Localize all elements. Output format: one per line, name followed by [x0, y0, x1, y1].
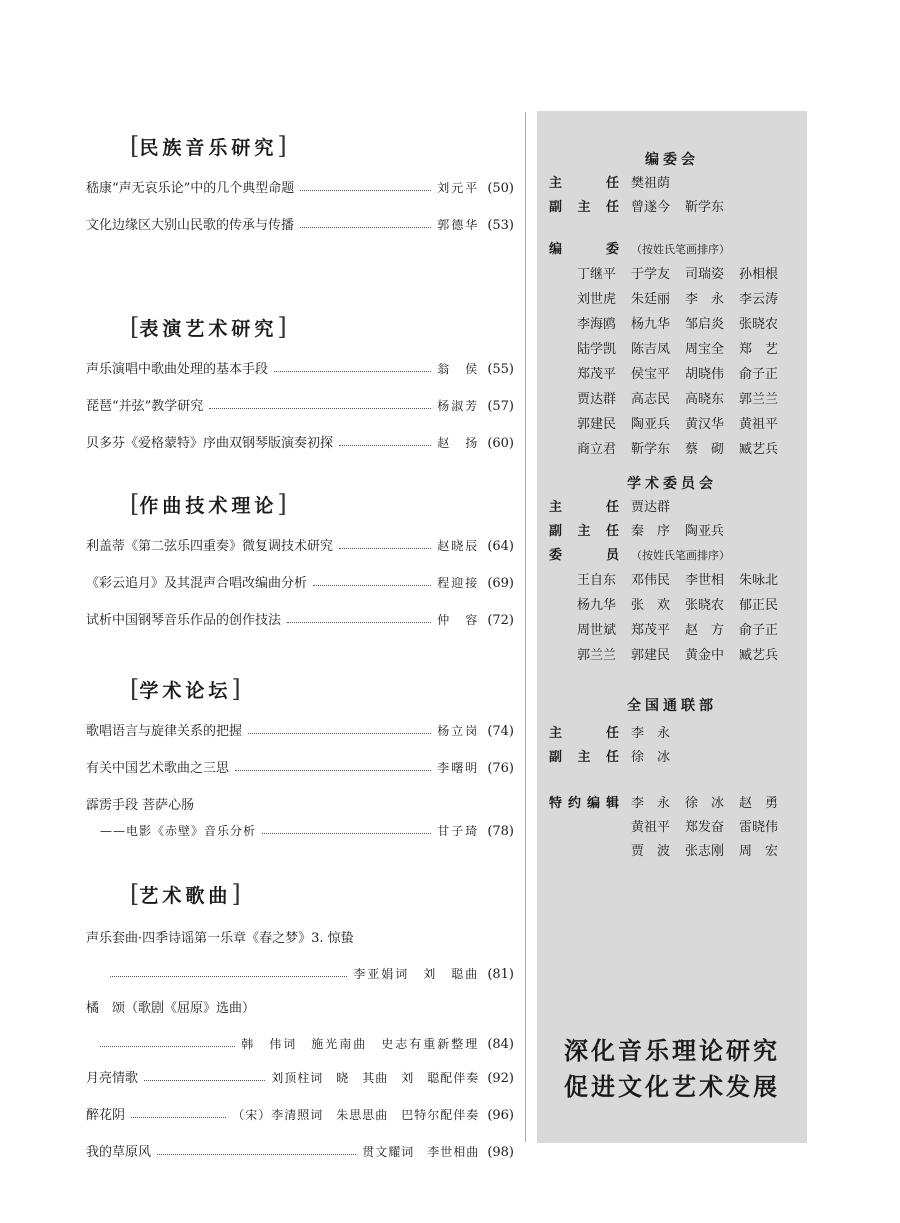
section-title: [作曲技术理论]	[130, 490, 287, 518]
toc-entry[interactable]	[86, 608, 514, 645]
member-name: 臧艺兵	[739, 648, 779, 663]
member-name: 侯宝平	[631, 367, 671, 382]
toc-entry[interactable]	[86, 213, 514, 250]
entry-author: 刘顶柱词 晓 其曲 刘 聪配伴奏	[271, 1071, 480, 1085]
entry-page: (50)	[487, 181, 514, 196]
member-name: 丁继平	[577, 267, 617, 282]
entry-title: 霹雳手段 菩萨心肠	[86, 798, 195, 813]
toc-entry[interactable]	[86, 357, 514, 394]
section-title: [表演艺术研究]	[130, 313, 287, 341]
member-name: 靳学东	[631, 442, 671, 457]
entry-author: 程迎接	[437, 576, 480, 590]
toc-entry[interactable]	[86, 996, 514, 1066]
toc-entry[interactable]	[86, 1066, 514, 1103]
member-name: 邓伟民	[631, 573, 671, 588]
entry-title: 声乐套曲·四季诗谣第一乐章《春之梦》3. 惊蛰	[86, 931, 354, 946]
table-of-contents	[86, 128, 514, 1177]
section-title: [民族音乐研究]	[130, 132, 287, 160]
entry-title: 文化边缘区大别山民歌的传承与传播	[86, 218, 295, 233]
member-name: 陈吉凤	[631, 342, 671, 357]
member-name: 商立君	[577, 442, 617, 457]
entry-credit: 韩 伟词 施光南曲 史志有重新整理	[241, 1037, 480, 1051]
board-members-grid	[537, 262, 807, 462]
member-row	[577, 568, 807, 593]
entry-page: (64)	[487, 539, 514, 554]
entry-title: 琵琶“并弦”教学研究	[86, 399, 204, 414]
member-name: 郭兰兰	[739, 392, 779, 407]
member-name: 黄祖平	[739, 417, 779, 432]
section-composition-theory	[86, 486, 514, 671]
member-name: 俞子正	[739, 623, 779, 638]
entry-author: 贯文耀词 李世相曲	[362, 1145, 480, 1159]
member-name: 俞子正	[739, 367, 779, 382]
entry-title: 嵇康“声无哀乐论”中的几个典型命题	[86, 181, 295, 196]
member-name: 刘世虎	[577, 292, 617, 307]
entry-page: (53)	[487, 218, 514, 233]
toc-entry[interactable]	[86, 719, 514, 756]
entry-page: (84)	[487, 1037, 514, 1052]
entry-title: 月亮情歌	[86, 1071, 139, 1086]
section-ethnic-music	[86, 128, 514, 309]
section-academic-forum	[86, 671, 514, 876]
member-name: 黄汉华	[685, 417, 725, 432]
member-name: 贾达群	[577, 392, 617, 407]
entry-page: (96)	[487, 1108, 514, 1123]
entry-page: (92)	[487, 1071, 514, 1086]
special-editors-row: 黄祖平 郑发奋 雷晓伟	[631, 820, 779, 835]
entry-author: 甘子琦	[437, 824, 480, 838]
member-row	[577, 643, 807, 668]
member-name: 周宝全	[685, 342, 725, 357]
academic-chair-row: 主 任 贾达群	[549, 500, 671, 515]
member-row	[577, 412, 807, 437]
member-name: 于学友	[631, 267, 671, 282]
liaison-heading: 全国通联部	[627, 698, 717, 714]
entry-page: (69)	[487, 576, 514, 591]
entry-page: (57)	[487, 399, 514, 414]
member-row	[577, 287, 807, 312]
entry-page: (72)	[487, 613, 514, 628]
entry-author: 杨立岗	[437, 724, 480, 738]
member-name: 张 欢	[631, 598, 671, 613]
toc-entry[interactable]	[86, 926, 514, 996]
entry-author: 李曙明	[437, 761, 480, 775]
toc-entry[interactable]	[86, 431, 514, 468]
member-name: 李云涛	[739, 292, 779, 307]
entry-author: （宋）李清照词 朱思思曲 巴特尔配伴奏	[232, 1108, 480, 1122]
member-name: 朱廷丽	[631, 292, 671, 307]
academic-committee-heading: 学术委员会	[627, 476, 717, 492]
academic-vice-row: 副 主 任 秦 序 陶亚兵	[549, 524, 725, 539]
entry-author: 赵 扬	[437, 436, 480, 450]
section-performing-arts	[86, 309, 514, 486]
member-name: 郑茂平	[631, 623, 671, 638]
member-row	[577, 337, 807, 362]
entry-title: 试析中国钢琴音乐作品的创作技法	[86, 613, 282, 628]
entry-subtitle: ——电影《赤壁》音乐分析	[100, 824, 257, 838]
entry-page: (74)	[487, 724, 514, 739]
entry-page: (78)	[487, 824, 514, 839]
member-name: 周世斌	[577, 623, 617, 638]
editorial-board-heading: 编委会	[645, 152, 699, 168]
member-name: 李世相	[685, 573, 725, 588]
member-name: 李海鸥	[577, 317, 617, 332]
special-editors-row: 贾 波 张志刚 周 宏	[631, 844, 779, 859]
member-name: 朱咏北	[739, 573, 779, 588]
toc-entry[interactable]	[86, 176, 514, 213]
board-vice-row: 副 主 任 曾遂今 靳学东	[549, 200, 725, 215]
member-name: 郁正民	[739, 598, 779, 613]
column-divider	[525, 112, 526, 1142]
member-name: 陶亚兵	[631, 417, 671, 432]
member-name: 臧艺兵	[739, 442, 779, 457]
academic-members-grid	[537, 568, 807, 668]
entry-author: 杨淑芳	[437, 399, 480, 413]
member-name: 郑 艺	[739, 342, 779, 357]
entry-author: 赵晓辰	[437, 539, 480, 553]
member-name: 王自东	[577, 573, 617, 588]
masthead-panel	[537, 111, 807, 1143]
member-row	[577, 362, 807, 387]
entry-page: (76)	[487, 761, 514, 776]
member-row	[577, 312, 807, 337]
toc-entry[interactable]	[86, 571, 514, 608]
entry-author: 仲 容	[437, 613, 480, 627]
entry-title: 有关中国艺术歌曲之三思	[86, 761, 230, 776]
member-name: 赵 方	[685, 623, 725, 638]
member-name: 司瑞姿	[685, 267, 725, 282]
member-name: 郭建民	[631, 648, 671, 663]
board-members-label-row: 编 委 （按姓氏笔画排序）	[549, 242, 730, 257]
member-name: 胡晓伟	[685, 367, 725, 382]
section-title: [艺术歌曲]	[130, 880, 241, 908]
member-row	[577, 437, 807, 462]
member-name: 高晓东	[685, 392, 725, 407]
liaison-vice-row: 副 主 任 徐 冰	[549, 750, 671, 765]
toc-entry[interactable]	[86, 756, 514, 793]
entry-title: 橘 颂（歌剧《屈原》选曲）	[86, 1001, 256, 1016]
member-name: 黄金中	[685, 648, 725, 663]
member-name: 蔡 砌	[685, 442, 725, 457]
entry-title: 贝多芬《爱格蒙特》序曲双钢琴版演奏初探	[86, 436, 334, 451]
member-name: 杨九华	[631, 317, 671, 332]
toc-entry[interactable]	[86, 394, 514, 431]
member-name: 高志民	[631, 392, 671, 407]
member-name: 张晓农	[685, 598, 725, 613]
entry-page: (98)	[487, 1145, 514, 1160]
toc-entry[interactable]	[86, 1140, 514, 1177]
member-name: 张晓农	[739, 317, 779, 332]
member-name: 孙相根	[739, 267, 779, 282]
entry-title: 醉花阴	[86, 1108, 126, 1123]
entry-author: 刘元平	[437, 181, 480, 195]
entry-page: (60)	[487, 436, 514, 451]
entry-title: 利盖蒂《第二弦乐四重奏》微复调技术研究	[86, 539, 334, 554]
entry-title: 歌唱语言与旋律关系的把握	[86, 724, 243, 739]
entry-title: 《彩云追月》及其混声合唱改编曲分析	[86, 576, 308, 591]
member-name: 郑茂平	[577, 367, 617, 382]
liaison-chair-row: 主 任 李 永	[549, 726, 671, 741]
special-editors-row: 特 约 编 辑 李 永 徐 冰 赵 勇	[549, 796, 779, 811]
academic-members-label-row: 委 员 （按姓氏笔画排序）	[549, 548, 730, 563]
member-name: 李 永	[685, 292, 725, 307]
member-name: 郭建民	[577, 417, 617, 432]
entry-page: (55)	[487, 362, 514, 377]
slogan-line-2: 促进文化艺术发展	[564, 1072, 780, 1101]
board-chair-row: 主 任 樊祖荫	[549, 176, 671, 191]
entry-author: 翁 侯	[437, 362, 480, 376]
section-title: [学术论坛]	[130, 675, 241, 703]
toc-entry[interactable]	[86, 534, 514, 571]
toc-entry[interactable]	[86, 793, 514, 853]
entry-author: 郭德华	[437, 218, 480, 232]
member-row	[577, 593, 807, 618]
entry-credit: 李亚娟词 刘 聪曲	[353, 967, 480, 981]
member-name: 陆学凯	[577, 342, 617, 357]
entry-title: 声乐演唱中歌曲处理的基本手段	[86, 362, 269, 377]
entry-title: 我的草原风	[86, 1145, 152, 1160]
member-name: 邹启炎	[685, 317, 725, 332]
member-row	[577, 387, 807, 412]
member-row	[577, 262, 807, 287]
member-name: 郭兰兰	[577, 648, 617, 663]
section-art-songs	[86, 876, 514, 1177]
member-row	[577, 618, 807, 643]
member-name: 杨九华	[577, 598, 617, 613]
entry-page: (81)	[487, 967, 514, 982]
slogan-line-1: 深化音乐理论研究	[564, 1036, 780, 1065]
toc-entry[interactable]	[86, 1103, 514, 1140]
